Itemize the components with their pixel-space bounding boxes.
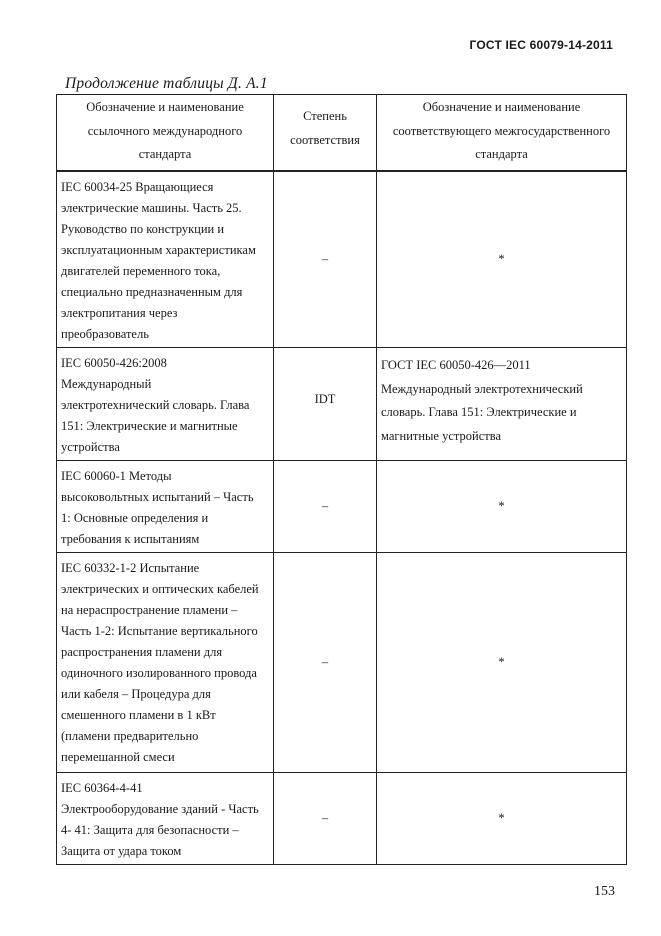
degree-cell: [274, 553, 377, 773]
reference-standard-cell: IEC 60050-426:2008 Международный электротехнический словарь. Глава 151: Электрические и магнитные устройства: [57, 348, 274, 461]
degree-cell: [274, 773, 377, 865]
reference-standard-cell: IEC 60034-25 Вращающиеся электрические машины. Часть 25. Руководство по конструкции и эксплуатационным характеристикам двигателей переменного тока, специально предназначенным для электропитания через преобразователь: [57, 171, 274, 348]
corresponding-standard-cell: ГОСТ IEC 60050-426—2011 Международный электротехнический словарь. Глава 151: Электрические и магнитные устройства: [377, 348, 627, 461]
degree-value: –: [321, 811, 329, 825]
corresponding-standard-cell: *: [377, 553, 627, 773]
degree-cell: [274, 348, 377, 461]
corresponding-standard-cell: *: [377, 773, 627, 865]
corresponding-standard-cell: *: [377, 171, 627, 348]
table-row: [57, 553, 627, 773]
table-row: [57, 171, 627, 348]
degree-cell: [274, 171, 377, 348]
degree-value: –: [321, 655, 329, 669]
degree-value: –: [321, 252, 329, 266]
document-code: ГОСТ IEC 60079-14-2011: [469, 38, 613, 52]
table-header-row: [57, 95, 627, 172]
reference-standard-cell: IEC 60364-4-41 Электрооборудование зданий - Часть 4- 41: Защита для безопасности – Защита от удара током: [57, 773, 274, 865]
table-row: [57, 773, 627, 865]
reference-standard-cell: IEC 60060-1 Методы высоковольтных испытаний – Часть 1: Основные определения и требования к испытаниям: [57, 461, 274, 553]
degree-value: –: [321, 499, 329, 513]
header-degree-of-conformity: Степень соответствия: [274, 95, 377, 172]
degree-value: IDT: [314, 392, 336, 406]
standards-table: [56, 94, 627, 865]
header-reference-standard: Обозначение и наименование ссылочного международного стандарта: [57, 95, 274, 172]
corresponding-standard-cell: *: [377, 461, 627, 553]
table-caption: Продолжение таблицы Д. А.1: [65, 75, 268, 92]
degree-cell: [274, 461, 377, 553]
table-row: [57, 348, 627, 461]
page-number: 153: [594, 884, 615, 899]
reference-standard-cell: IEC 60332-1-2 Испытание электрических и оптических кабелей на нераспространение пламени – Часть 1-2: Испытание вертикального распространения пламени для одиночного изолированного провода или кабеля – Процедура для смешенного пламени в 1 кВт (пламени предварительно перемешанной смеси: [57, 553, 274, 773]
table-row: [57, 461, 627, 553]
header-corresponding-standard: Обозначение и наименование соответствующего межгосударственного стандарта: [377, 95, 627, 172]
